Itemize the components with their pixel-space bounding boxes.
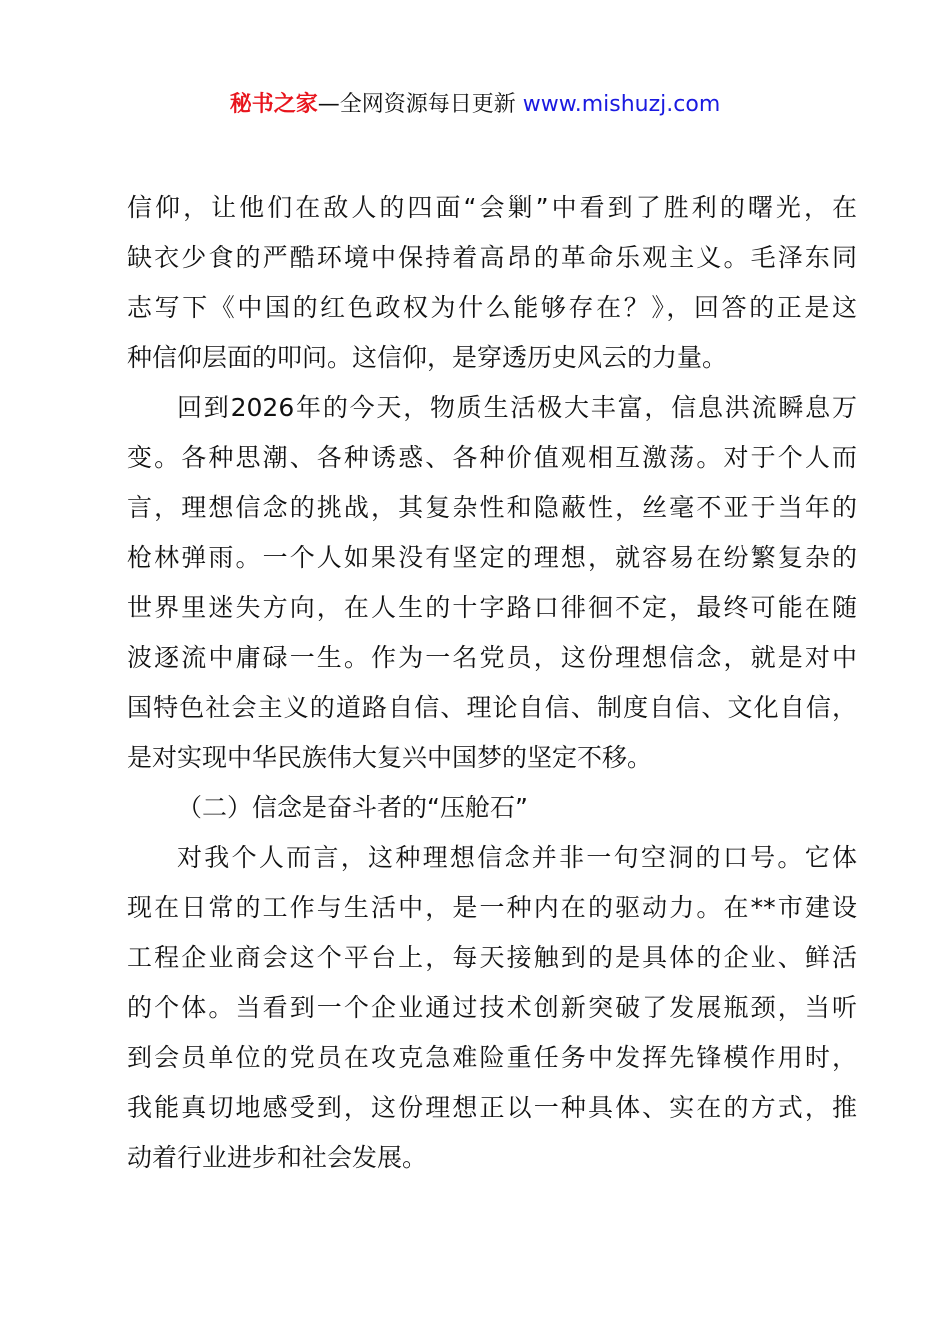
section-heading: （二）信念是奋斗者的“压舱石” xyxy=(177,793,528,822)
text-line: 是对实现中华民族伟大复兴中国梦的坚定不移。 xyxy=(127,743,653,772)
text-line: 的个体。当看到一个企业通过技术创新突破了发展瓶颈，当听 xyxy=(127,993,857,1022)
text-line: 对我个人而言，这种理想信念并非一句空洞的口号。它体 xyxy=(177,843,857,872)
brand-name: 秘书之家 xyxy=(229,92,318,117)
site-url: www.mishuzj.com xyxy=(522,92,721,117)
text-line: 枪林弹雨。一个人如果没有坚定的理想，就容易在纷繁复杂的 xyxy=(127,543,857,572)
text-line: 波逐流中庸碌一生。作为一名党员，这份理想信念，就是对中 xyxy=(127,643,857,672)
text-line: 我能真切地感受到，这份理想正以一种具体、实在的方式，推 xyxy=(127,1093,857,1122)
text-line: 国特色社会主义的道路自信、理论自信、制度自信、文化自信， xyxy=(127,693,857,722)
text-line: 现在日常的工作与生活中，是一种内在的驱动力。在**市建设 xyxy=(127,893,857,922)
text-line: 缺衣少食的严酷环境中保持着高昂的革命乐观主义。毛泽东同 xyxy=(127,243,857,272)
text-line: 动着行业进步和社会发展。 xyxy=(127,1143,428,1172)
text-line: 到会员单位的党员在攻克急难险重任务中发挥先锋模作用时， xyxy=(127,1043,857,1072)
text-line: 种信仰层面的叩问。这信仰，是穿透历史风云的力量。 xyxy=(127,343,728,372)
text-line: 回到2026年的今天，物质生活极大丰富，信息洪流瞬息万 xyxy=(177,393,857,422)
text-line: 志写下《中国的红色政权为什么能够存在？》，回答的正是这 xyxy=(127,293,857,322)
text-line: 言，理想信念的挑战，其复杂性和隐蔽性，丝毫不亚于当年的 xyxy=(127,493,857,522)
text-line: 信仰，让他们在敌人的四面“会剿”中看到了胜利的曙光，在 xyxy=(127,193,857,222)
text-line: 工程企业商会这个平台上，每天接触到的是具体的企业、鲜活 xyxy=(127,943,857,972)
site-header xyxy=(0,88,950,122)
header-tagline: —全网资源每日更新 xyxy=(317,92,523,117)
document-body xyxy=(127,183,857,1183)
text-line: 变。各种思潮、各种诱惑、各种价值观相互激荡。对于个人而 xyxy=(127,443,857,472)
text-line: 世界里迷失方向，在人生的十字路口徘徊不定，最终可能在随 xyxy=(127,593,857,622)
